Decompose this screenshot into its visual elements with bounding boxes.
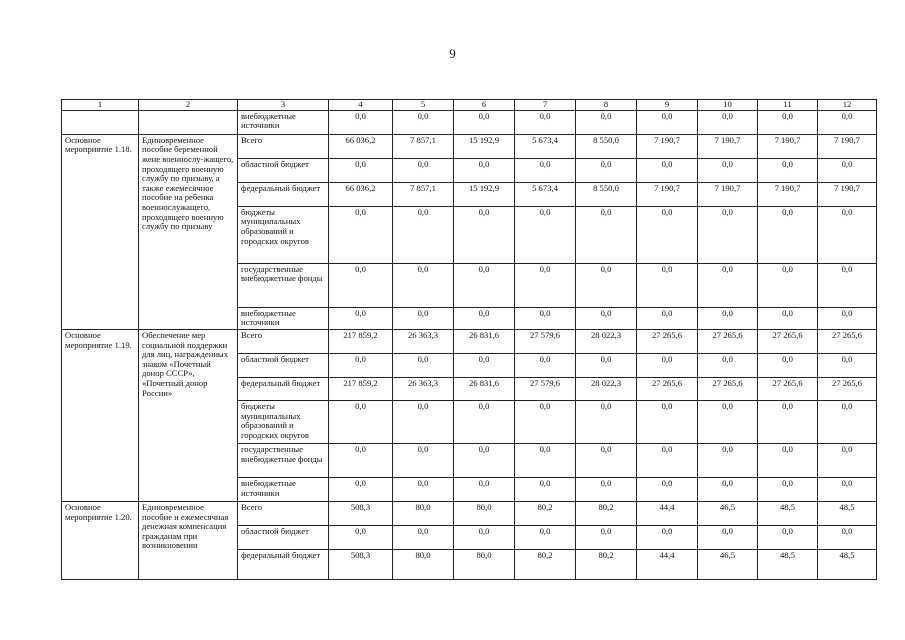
- amount-cell: 0,0: [637, 110, 698, 134]
- amount-cell: 0,0: [637, 307, 698, 329]
- amount-cell: 26 363,3: [393, 377, 454, 400]
- amount-cell: 0,0: [515, 263, 576, 307]
- amount-cell: 0,0: [758, 206, 818, 263]
- amount-cell: 0,0: [515, 110, 576, 134]
- amount-cell: 0,0: [329, 158, 393, 182]
- amount-cell: 0,0: [698, 307, 758, 329]
- amount-cell: 0,0: [393, 307, 454, 329]
- amount-cell: 0,0: [758, 110, 818, 134]
- amount-cell: 0,0: [329, 206, 393, 263]
- amount-cell: 0,0: [454, 263, 515, 307]
- amount-cell: 0,0: [329, 110, 393, 134]
- amount-cell: 0,0: [576, 263, 637, 307]
- table-row: [62, 501, 877, 525]
- amount-cell: 0,0: [758, 400, 818, 443]
- amount-cell: 27 579,6: [515, 377, 576, 400]
- funding-source: федеральный бюджет: [238, 549, 329, 579]
- amount-cell: 28 022,3: [576, 329, 637, 353]
- amount-cell: 0,0: [515, 353, 576, 377]
- amount-cell: 80,2: [576, 549, 637, 579]
- amount-cell: 66 036,2: [329, 182, 393, 206]
- column-header-12: 12: [818, 100, 877, 111]
- amount-cell: 27 265,6: [637, 329, 698, 353]
- amount-cell: 27 265,6: [758, 377, 818, 400]
- empty-cell: [139, 110, 238, 134]
- column-header-1: 1: [62, 100, 139, 111]
- empty-cell: [62, 110, 139, 134]
- amount-cell: 0,0: [515, 525, 576, 549]
- amount-cell: 0,0: [576, 477, 637, 501]
- amount-cell: 0,0: [576, 443, 637, 477]
- amount-cell: 0,0: [818, 206, 877, 263]
- amount-cell: 0,0: [758, 477, 818, 501]
- funding-source: федеральный бюджет: [238, 377, 329, 400]
- amount-cell: 0,0: [515, 477, 576, 501]
- page-number: 9: [449, 46, 456, 61]
- funding-source: областной бюджет: [238, 525, 329, 549]
- amount-cell: 0,0: [637, 158, 698, 182]
- amount-cell: 217 859,2: [329, 377, 393, 400]
- column-header-2: 2: [139, 100, 238, 111]
- amount-cell: 80,0: [454, 549, 515, 579]
- amount-cell: 0,0: [454, 158, 515, 182]
- amount-cell: 0,0: [393, 353, 454, 377]
- amount-cell: 7 857,1: [393, 134, 454, 158]
- amount-cell: 0,0: [698, 158, 758, 182]
- amount-cell: 0,0: [818, 477, 877, 501]
- amount-cell: 0,0: [576, 307, 637, 329]
- amount-cell: 0,0: [758, 263, 818, 307]
- column-header-3: 3: [238, 100, 329, 111]
- column-header-10: 10: [698, 100, 758, 111]
- amount-cell: 0,0: [698, 263, 758, 307]
- amount-cell: 7 190,7: [698, 134, 758, 158]
- funding-source: внебюджетные источники: [238, 307, 329, 329]
- amount-cell: 7 190,7: [637, 134, 698, 158]
- amount-cell: 27 265,6: [698, 329, 758, 353]
- event-name: Основное мероприятие 1.20.: [62, 501, 139, 579]
- funding-source: Всего: [238, 134, 329, 158]
- table-row: [62, 329, 877, 353]
- amount-cell: 0,0: [818, 525, 877, 549]
- amount-cell: 0,0: [393, 158, 454, 182]
- amount-cell: 508,3: [329, 549, 393, 579]
- amount-cell: 0,0: [698, 443, 758, 477]
- amount-cell: 0,0: [454, 477, 515, 501]
- amount-cell: 0,0: [454, 307, 515, 329]
- amount-cell: 27 579,6: [515, 329, 576, 353]
- amount-cell: 0,0: [454, 400, 515, 443]
- funding-source: внебюджетные источники: [238, 477, 329, 501]
- amount-cell: 26 363,3: [393, 329, 454, 353]
- amount-cell: 80,0: [393, 549, 454, 579]
- amount-cell: 0,0: [637, 206, 698, 263]
- amount-cell: 7 190,7: [818, 182, 877, 206]
- funding-source: бюджеты муниципальных образований и городских округов: [238, 206, 329, 263]
- amount-cell: 7 190,7: [758, 182, 818, 206]
- amount-cell: 0,0: [818, 400, 877, 443]
- amount-cell: 0,0: [454, 525, 515, 549]
- table-row: [62, 134, 877, 158]
- amount-cell: 7 190,7: [818, 134, 877, 158]
- amount-cell: 48,5: [758, 549, 818, 579]
- amount-cell: 80,2: [515, 501, 576, 525]
- amount-cell: 46,5: [698, 501, 758, 525]
- amount-cell: 0,0: [818, 158, 877, 182]
- event-name: Основное мероприятие 1.18.: [62, 134, 139, 329]
- amount-cell: 0,0: [393, 400, 454, 443]
- amount-cell: 0,0: [329, 400, 393, 443]
- funding-source: федеральный бюджет: [238, 182, 329, 206]
- amount-cell: 0,0: [515, 443, 576, 477]
- amount-cell: 0,0: [637, 353, 698, 377]
- amount-cell: 0,0: [758, 307, 818, 329]
- amount-cell: 5 673,4: [515, 182, 576, 206]
- amount-cell: 0,0: [329, 443, 393, 477]
- table-row: [62, 110, 877, 134]
- column-header-5: 5: [393, 100, 454, 111]
- amount-cell: 0,0: [576, 353, 637, 377]
- amount-cell: 0,0: [329, 525, 393, 549]
- amount-cell: 44,4: [637, 501, 698, 525]
- amount-cell: 27 265,6: [698, 377, 758, 400]
- column-number-row: [62, 100, 877, 111]
- amount-cell: 48,5: [818, 549, 877, 579]
- amount-cell: 46,5: [698, 549, 758, 579]
- amount-cell: 27 265,6: [818, 377, 877, 400]
- amount-cell: 0,0: [576, 206, 637, 263]
- funding-source: Всего: [238, 329, 329, 353]
- amount-cell: 48,5: [758, 501, 818, 525]
- amount-cell: 80,0: [454, 501, 515, 525]
- amount-cell: 5 673,4: [515, 134, 576, 158]
- amount-cell: 0,0: [393, 443, 454, 477]
- amount-cell: 0,0: [393, 110, 454, 134]
- column-header-6: 6: [454, 100, 515, 111]
- amount-cell: 0,0: [515, 158, 576, 182]
- amount-cell: 0,0: [576, 110, 637, 134]
- amount-cell: 26 831,6: [454, 377, 515, 400]
- funding-source: государственные внебюджетные фонды: [238, 443, 329, 477]
- amount-cell: 7 857,1: [393, 182, 454, 206]
- amount-cell: 0,0: [454, 206, 515, 263]
- amount-cell: 0,0: [393, 525, 454, 549]
- amount-cell: 0,0: [515, 307, 576, 329]
- amount-cell: 0,0: [393, 263, 454, 307]
- funding-source: областной бюджет: [238, 353, 329, 377]
- amount-cell: 26 831,6: [454, 329, 515, 353]
- column-header-9: 9: [637, 100, 698, 111]
- amount-cell: 0,0: [454, 110, 515, 134]
- amount-cell: 0,0: [393, 477, 454, 501]
- amount-cell: 0,0: [329, 307, 393, 329]
- amount-cell: 0,0: [698, 477, 758, 501]
- amount-cell: 0,0: [329, 477, 393, 501]
- amount-cell: 0,0: [454, 353, 515, 377]
- amount-cell: 0,0: [758, 353, 818, 377]
- amount-cell: 217 859,2: [329, 329, 393, 353]
- amount-cell: 28 022,3: [576, 377, 637, 400]
- amount-cell: 80,0: [393, 501, 454, 525]
- amount-cell: 508,3: [329, 501, 393, 525]
- amount-cell: 80,2: [576, 501, 637, 525]
- amount-cell: 0,0: [637, 263, 698, 307]
- amount-cell: 8 550,0: [576, 134, 637, 158]
- amount-cell: 0,0: [758, 158, 818, 182]
- funding-source: областной бюджет: [238, 158, 329, 182]
- event-description: Обеспечение мер социальной поддержки для лиц, награжденных знаком «Почетный донор СССР», «Почетный донор России»: [139, 329, 238, 501]
- amount-cell: 0,0: [818, 443, 877, 477]
- amount-cell: 0,0: [818, 110, 877, 134]
- amount-cell: 44,4: [637, 549, 698, 579]
- amount-cell: 7 190,7: [698, 182, 758, 206]
- amount-cell: 0,0: [818, 263, 877, 307]
- column-header-8: 8: [576, 100, 637, 111]
- amount-cell: 66 036,2: [329, 134, 393, 158]
- amount-cell: 0,0: [637, 525, 698, 549]
- amount-cell: 0,0: [758, 525, 818, 549]
- event-description: Единовременное пособие беременной жене военнослу-жащего, проходящего военную службу по призыву, а также ежемесячное пособие на ребенка военнослужащего, проходящего военную службу по призыву: [139, 134, 238, 329]
- event-description: Единовременное пособие и ежемесячная денежная компенсация гражданам при возникновении: [139, 501, 238, 579]
- amount-cell: 15 192,9: [454, 182, 515, 206]
- amount-cell: 27 265,6: [637, 377, 698, 400]
- amount-cell: 0,0: [576, 525, 637, 549]
- amount-cell: 0,0: [393, 206, 454, 263]
- amount-cell: 0,0: [515, 400, 576, 443]
- amount-cell: 0,0: [818, 353, 877, 377]
- amount-cell: 0,0: [515, 206, 576, 263]
- funding-source: государственные внебюджетные фонды: [238, 263, 329, 307]
- amount-cell: 7 190,7: [637, 182, 698, 206]
- amount-cell: 0,0: [758, 443, 818, 477]
- amount-cell: 0,0: [637, 477, 698, 501]
- funding-source: Всего: [238, 501, 329, 525]
- amount-cell: 0,0: [576, 400, 637, 443]
- funding-source: бюджеты муниципальных образований и городских округов: [238, 400, 329, 443]
- table-body: [62, 100, 877, 580]
- column-header-4: 4: [329, 100, 393, 111]
- amount-cell: 8 550,0: [576, 182, 637, 206]
- event-name: Основное мероприятие 1.19.: [62, 329, 139, 501]
- amount-cell: 0,0: [698, 353, 758, 377]
- amount-cell: 27 265,6: [818, 329, 877, 353]
- amount-cell: 0,0: [698, 206, 758, 263]
- amount-cell: 7 190,7: [758, 134, 818, 158]
- amount-cell: 0,0: [698, 110, 758, 134]
- amount-cell: 0,0: [698, 400, 758, 443]
- amount-cell: 0,0: [329, 263, 393, 307]
- amount-cell: 15 192,9: [454, 134, 515, 158]
- amount-cell: 80,2: [515, 549, 576, 579]
- funding-table: [61, 99, 877, 580]
- amount-cell: 0,0: [576, 158, 637, 182]
- amount-cell: 0,0: [698, 525, 758, 549]
- amount-cell: 0,0: [637, 443, 698, 477]
- column-header-11: 11: [758, 100, 818, 111]
- amount-cell: 48,5: [818, 501, 877, 525]
- amount-cell: 27 265,6: [758, 329, 818, 353]
- amount-cell: 0,0: [454, 443, 515, 477]
- amount-cell: 0,0: [637, 400, 698, 443]
- column-header-7: 7: [515, 100, 576, 111]
- amount-cell: 0,0: [818, 307, 877, 329]
- funding-source: внебюджетные источники: [238, 110, 329, 134]
- amount-cell: 0,0: [329, 353, 393, 377]
